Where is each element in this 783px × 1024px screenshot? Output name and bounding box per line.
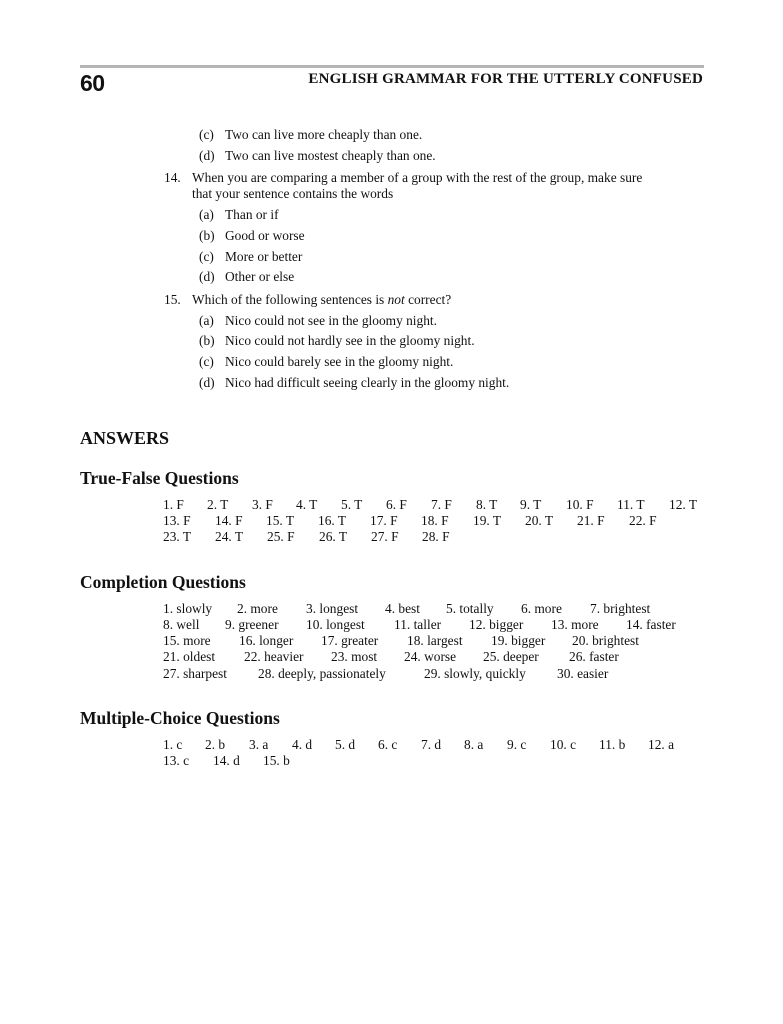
answer-item: 6. F — [386, 497, 407, 512]
answer-item: 4. d — [292, 737, 313, 752]
option-text: Nico had difficult seeing clearly in the gloomy night. — [225, 375, 510, 390]
answer-item: 8. well — [163, 617, 200, 632]
option-text: Nico could barely see in the gloomy night. — [225, 354, 454, 369]
answer-item: 28. F — [422, 529, 450, 544]
answer-item: 27. F — [371, 529, 399, 544]
option-letter: (d) — [199, 375, 215, 390]
option-letter: (c) — [199, 354, 214, 369]
q14-option-c — [199, 249, 302, 265]
answer-item: 3. F — [252, 497, 273, 512]
answer-item: 28. deeply, passionately — [258, 666, 386, 681]
answer-item: 20. brightest — [572, 633, 639, 648]
prompt-text: Which of the following sentences is — [192, 292, 388, 307]
answer-item: 14. faster — [626, 617, 676, 632]
answer-item: 5. totally — [446, 601, 494, 616]
q15-prompt — [192, 292, 451, 308]
answer-item: 1. F — [163, 497, 184, 512]
true-false-heading: True-False Questions — [80, 468, 239, 488]
page-number: 60 — [80, 70, 105, 96]
option-letter: (c) — [199, 249, 214, 264]
answer-item: 9. c — [507, 737, 527, 752]
answer-item: 26. T — [319, 529, 348, 544]
answer-item: 13. c — [163, 753, 190, 768]
answer-item: 9. greener — [225, 617, 279, 632]
answer-item: 2. T — [207, 497, 229, 512]
running-title: ENGLISH GRAMMAR FOR THE UTTERLY CONFUSED — [308, 71, 703, 87]
answer-item: 20. T — [525, 513, 554, 528]
answer-item: 7. brightest — [590, 601, 651, 616]
answer-item: 12. bigger — [469, 617, 524, 632]
answer-item: 25. deeper — [483, 649, 539, 664]
answer-item: 4. T — [296, 497, 318, 512]
answer-item: 10. longest — [306, 617, 365, 632]
q15-option-c — [199, 354, 453, 370]
answer-item: 26. faster — [569, 649, 619, 664]
answer-item: 10. c — [550, 737, 577, 752]
option-text: Two can live mostest cheaply than one. — [225, 148, 436, 163]
answer-item: 7. d — [421, 737, 442, 752]
answer-item: 23. most — [331, 649, 378, 664]
answer-item: 8. T — [476, 497, 498, 512]
q14-prompt-line1: When you are comparing a member of a group with the rest of the group, make sure — [192, 170, 643, 185]
answer-item: 16. T — [318, 513, 347, 528]
q14-option-d — [199, 269, 294, 285]
answers-heading: ANSWERS — [80, 428, 170, 448]
option-letter: (d) — [199, 148, 215, 163]
completion-heading: Completion Questions — [80, 572, 246, 592]
option-text: Nico could not see in the gloomy night. — [225, 313, 437, 328]
answer-item: 1. c — [163, 737, 183, 752]
answer-item: 16. longer — [239, 633, 294, 648]
option-letter: (d) — [199, 269, 215, 284]
answer-item: 3. a — [249, 737, 269, 752]
answer-item: 5. T — [341, 497, 363, 512]
prompt-text: correct? — [404, 292, 452, 307]
multiple-choice-heading: Multiple-Choice Questions — [80, 708, 280, 728]
q13-option-c — [199, 127, 422, 143]
answer-item: 17. F — [370, 513, 398, 528]
answer-item: 15. b — [263, 753, 290, 768]
answer-item: 7. F — [431, 497, 452, 512]
answer-item: 2. b — [205, 737, 226, 752]
answer-item: 18. largest — [407, 633, 463, 648]
answer-item: 11. taller — [394, 617, 442, 632]
answer-item: 22. F — [629, 513, 657, 528]
answer-item: 1. slowly — [163, 601, 213, 616]
answer-item: 11. b — [599, 737, 626, 752]
answer-item: 4. best — [385, 601, 420, 616]
q15-option-d — [199, 375, 509, 391]
q15-option-a — [199, 313, 437, 329]
option-text: Than or if — [225, 207, 279, 222]
answer-item: 22. heavier — [244, 649, 304, 664]
q15-number: 15. — [164, 292, 181, 307]
answer-item: 14. F — [215, 513, 243, 528]
q14-prompt-line2: that your sentence contains the words — [192, 186, 394, 201]
answer-item: 12. T — [669, 497, 698, 512]
answer-item: 25. F — [267, 529, 295, 544]
option-text: More or better — [225, 249, 303, 264]
answer-item: 24. worse — [404, 649, 457, 664]
option-letter: (a) — [199, 207, 214, 222]
prompt-emphasis: not — [387, 292, 405, 307]
q14-option-a — [199, 207, 279, 223]
option-letter: (c) — [199, 127, 214, 142]
answer-item: 21. oldest — [163, 649, 216, 664]
answer-item: 19. T — [473, 513, 502, 528]
answer-item: 29. slowly, quickly — [424, 666, 526, 681]
answer-item: 17. greater — [321, 633, 379, 648]
answer-item: 19. bigger — [491, 633, 546, 648]
answer-item: 21. F — [577, 513, 605, 528]
option-letter: (b) — [199, 333, 215, 348]
answer-item: 6. more — [521, 601, 562, 616]
answer-item: 5. d — [335, 737, 356, 752]
answer-item: 24. T — [215, 529, 244, 544]
answer-item: 2. more — [237, 601, 278, 616]
q14-option-b — [199, 228, 305, 244]
q13-option-d — [199, 148, 436, 164]
option-letter: (a) — [199, 313, 214, 328]
answer-item: 6. c — [378, 737, 398, 752]
answer-item: 18. F — [421, 513, 449, 528]
q15-option-b — [199, 333, 475, 349]
option-text: Other or else — [225, 269, 295, 284]
answer-item: 27. sharpest — [163, 666, 227, 681]
answer-item: 3. longest — [306, 601, 359, 616]
option-text: Two can live more cheaply than one. — [225, 127, 423, 142]
option-text: Nico could not hardly see in the gloomy night. — [225, 333, 475, 348]
answer-item: 13. more — [551, 617, 599, 632]
answer-item: 10. F — [566, 497, 594, 512]
q14-number: 14. — [164, 170, 181, 185]
option-text: Good or worse — [225, 228, 305, 243]
header-rule — [80, 65, 704, 68]
answer-item: 15. more — [163, 633, 211, 648]
answer-item: 15. T — [266, 513, 295, 528]
answer-item: 8. a — [464, 737, 484, 752]
answer-item: 13. F — [163, 513, 191, 528]
answer-item: 9. T — [520, 497, 542, 512]
answer-item: 14. d — [213, 753, 240, 768]
option-letter: (b) — [199, 228, 215, 243]
answer-item: 30. easier — [557, 666, 609, 681]
answer-item: 11. T — [617, 497, 645, 512]
answer-item: 12. a — [648, 737, 675, 752]
answer-item: 23. T — [163, 529, 192, 544]
